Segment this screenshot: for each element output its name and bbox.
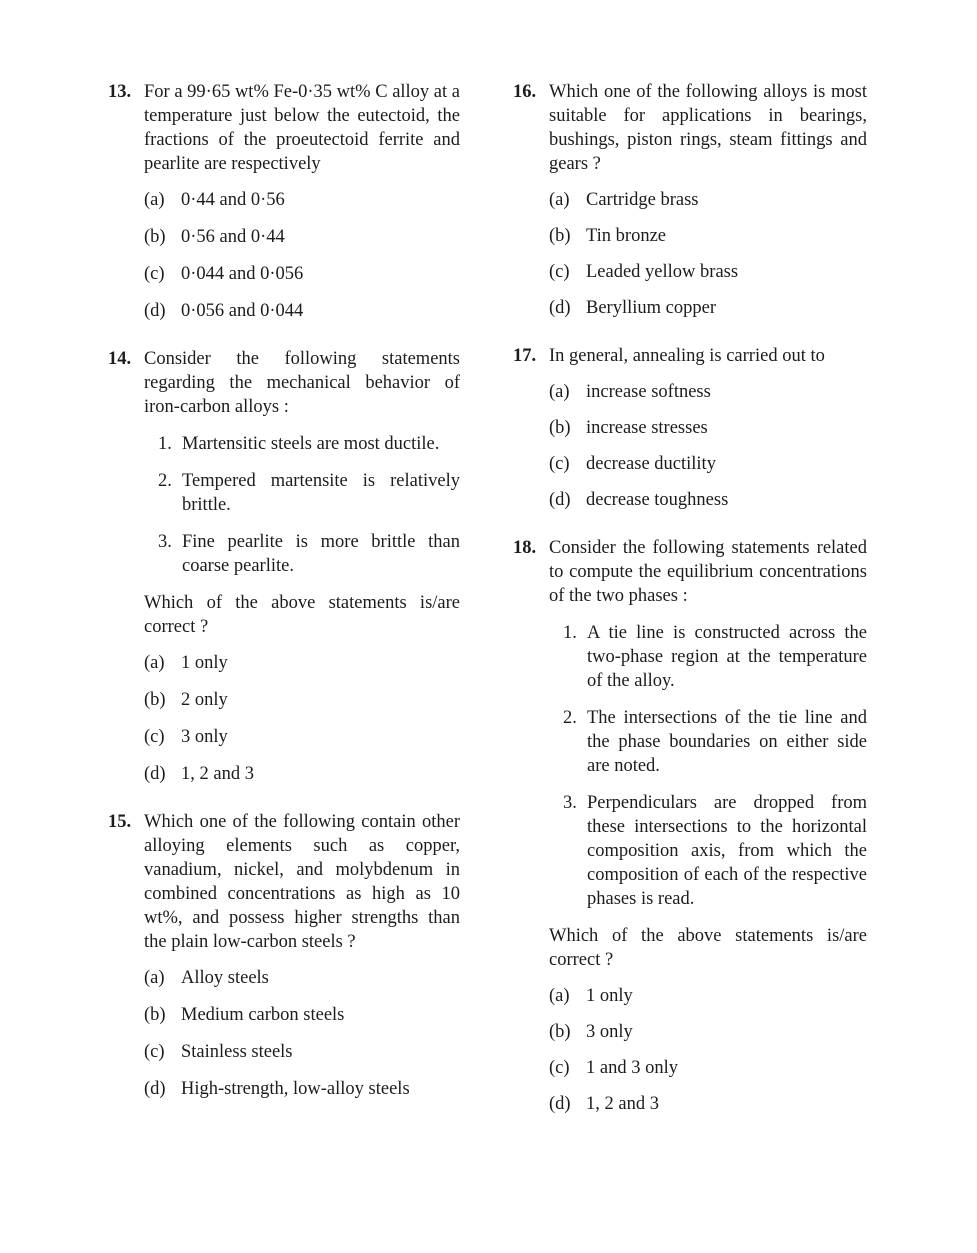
option-text: 2 only <box>181 690 228 710</box>
question-text: Consider the following statements regarding the mechanical behavior of iron-carbon alloys : <box>144 349 460 417</box>
options-list <box>549 380 867 512</box>
options-list <box>144 966 460 1101</box>
option-text: 1 only <box>181 653 228 673</box>
option-label: (a) <box>144 968 165 988</box>
question-text: Which one of the following alloys is most suitable for applications in bearings, bushings, piston rings, steam fittings and gears ? <box>549 82 867 174</box>
statement-number: 1. <box>158 434 172 454</box>
option-a <box>144 651 460 675</box>
option-label: (c) <box>144 264 165 284</box>
option-text: Leaded yellow brass <box>586 262 739 282</box>
statement-number: 3. <box>563 793 577 813</box>
option-label: (b) <box>549 418 571 438</box>
option-text: Cartridge brass <box>586 190 699 210</box>
option-d <box>144 299 460 323</box>
option-text: 0·44 and 0·56 <box>181 190 285 210</box>
option-label: (c) <box>549 454 570 474</box>
statement-text: Perpendiculars are dropped from these intersections to the horizontal composition axis, from which the composition of each of the respective phases is read. <box>587 793 867 909</box>
option-text: 3 only <box>181 727 228 747</box>
option-b <box>144 1003 460 1027</box>
option-label: (b) <box>549 226 571 246</box>
option-text: 1 and 3 only <box>586 1058 678 1078</box>
statement-text: Tempered martensite is relatively brittle. <box>182 471 460 515</box>
right-column <box>513 80 867 1128</box>
option-text: Stainless steels <box>181 1042 293 1062</box>
option-c <box>549 260 867 284</box>
question-text: In general, annealing is carried out to <box>549 346 825 366</box>
statement-2 <box>144 469 460 517</box>
option-a <box>549 380 867 404</box>
option-label: (b) <box>549 1022 571 1042</box>
option-a <box>549 984 867 1008</box>
option-text: Tin bronze <box>586 226 666 246</box>
question-number: 15. <box>108 812 132 832</box>
question-text: Consider the following statements related to compute the equilibrium concentrations of the two phases : <box>549 538 867 606</box>
option-b <box>144 225 460 249</box>
question-16 <box>513 80 867 320</box>
option-text: decrease toughness <box>586 490 729 510</box>
option-text: 0·044 and 0·056 <box>181 264 304 284</box>
statement-number: 1. <box>563 623 577 643</box>
option-label: (c) <box>144 1042 165 1062</box>
question-14 <box>108 347 460 786</box>
question-ask: Which of the above statements is/are correct ? <box>549 926 867 970</box>
statement-number: 3. <box>158 532 172 552</box>
option-a <box>549 188 867 212</box>
left-column <box>108 80 460 1101</box>
option-label: (d) <box>144 764 166 784</box>
option-text: decrease ductility <box>586 454 716 474</box>
option-label: (a) <box>549 190 570 210</box>
option-c <box>144 262 460 286</box>
option-c <box>144 725 460 749</box>
option-a <box>144 188 460 212</box>
option-label: (c) <box>144 727 165 747</box>
option-label: (b) <box>144 227 166 247</box>
option-text: 0·056 and 0·044 <box>181 301 304 321</box>
question-18 <box>513 536 867 1116</box>
option-b <box>549 416 867 440</box>
statements-list <box>549 621 867 911</box>
question-number: 14. <box>108 349 132 369</box>
question-13 <box>108 80 460 323</box>
option-text: Medium carbon steels <box>181 1005 345 1025</box>
question-text: For a 99·65 wt% Fe-0·35 wt% C alloy at a temperature just below the eutectoid, the fractions of the proeutectoid ferrite and pearlite are respectively <box>144 82 460 174</box>
option-d <box>549 1092 867 1116</box>
option-label: (d) <box>549 490 571 510</box>
option-label: (d) <box>144 301 166 321</box>
option-label: (a) <box>549 382 570 402</box>
options-list <box>549 984 867 1116</box>
option-label: (d) <box>549 1094 571 1114</box>
option-label: (d) <box>549 298 571 318</box>
option-d <box>144 1077 460 1101</box>
option-d <box>549 488 867 512</box>
question-17 <box>513 344 867 512</box>
option-c <box>144 1040 460 1064</box>
question-15 <box>108 810 460 1101</box>
option-b <box>144 688 460 712</box>
options-list <box>549 188 867 320</box>
options-list <box>144 188 460 323</box>
question-number: 13. <box>108 82 132 102</box>
option-label: (d) <box>144 1079 166 1099</box>
option-c <box>549 452 867 476</box>
option-text: 1, 2 and 3 <box>181 764 254 784</box>
option-label: (a) <box>144 653 165 673</box>
question-number: 16. <box>513 82 537 102</box>
option-c <box>549 1056 867 1080</box>
option-label: (c) <box>549 1058 570 1078</box>
option-text: 0·56 and 0·44 <box>181 227 285 247</box>
option-text: 1 only <box>586 986 633 1006</box>
statement-3 <box>144 530 460 578</box>
option-text: High-strength, low-alloy steels <box>181 1079 410 1099</box>
option-text: 3 only <box>586 1022 633 1042</box>
option-b <box>549 1020 867 1044</box>
option-text: Beryllium copper <box>586 298 716 318</box>
option-text: Alloy steels <box>181 968 269 988</box>
statement-number: 2. <box>158 471 172 491</box>
option-a <box>144 966 460 990</box>
option-b <box>549 224 867 248</box>
statement-text: Martensitic steels are most ductile. <box>182 434 440 454</box>
option-text: increase softness <box>586 382 711 402</box>
option-label: (a) <box>549 986 570 1006</box>
statement-2 <box>549 706 867 778</box>
option-d <box>549 296 867 320</box>
statement-text: A tie line is constructed across the two-phase region at the temperature of the alloy. <box>587 623 867 691</box>
statement-1 <box>144 432 460 456</box>
option-label: (b) <box>144 690 166 710</box>
question-ask: Which of the above statements is/are correct ? <box>144 593 460 637</box>
statement-text: Fine pearlite is more brittle than coarse pearlite. <box>182 532 460 576</box>
option-label: (b) <box>144 1005 166 1025</box>
option-label: (a) <box>144 190 165 210</box>
question-number: 17. <box>513 346 537 366</box>
question-number: 18. <box>513 538 537 558</box>
options-list <box>144 651 460 786</box>
option-text: 1, 2 and 3 <box>586 1094 659 1114</box>
option-label: (c) <box>549 262 570 282</box>
statement-3 <box>549 791 867 911</box>
statement-1 <box>549 621 867 693</box>
statement-text: The intersections of the tie line and the phase boundaries on either side are noted. <box>587 708 867 776</box>
statement-number: 2. <box>563 708 577 728</box>
option-d <box>144 762 460 786</box>
question-text: Which one of the following contain other alloying elements such as copper, vanadium, nickel, and molybdenum in combined concentrations as high as 10 wt%, and possess higher strengths than the plain low-carbon steels ? <box>144 812 460 952</box>
statements-list <box>144 432 460 578</box>
option-text: increase stresses <box>586 418 708 438</box>
